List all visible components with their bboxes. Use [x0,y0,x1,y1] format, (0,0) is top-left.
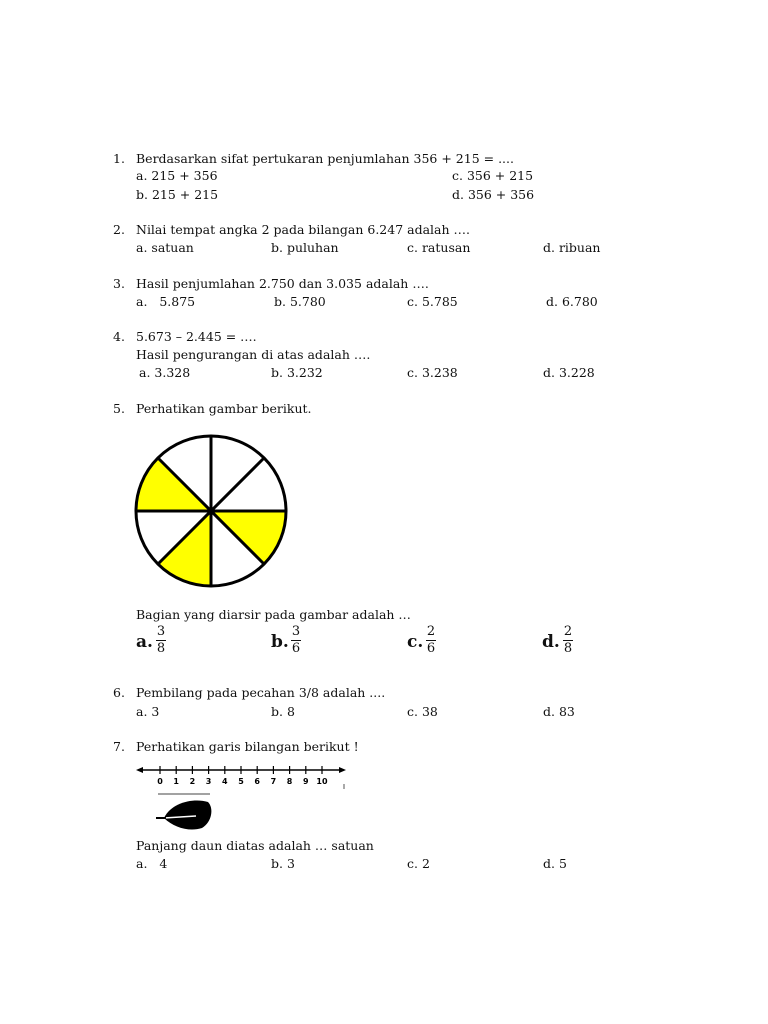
q5-option-b-fraction [291,625,301,656]
number-line-ticks [157,766,328,786]
q5-option-d-label: d. [542,632,560,652]
q5-option-d-numerator: 2 [563,624,573,639]
q3-number: 3. [113,276,125,291]
q5-option-a-label: a. [136,632,153,652]
q4-expression: 5.673 – 2.445 = …. [136,329,257,344]
tick-label-2: 2 [189,777,196,786]
q2-question: Nilai tempat angka 2 pada bilangan 6.247 adalah …. [136,222,470,237]
q6-option-a: a. 3 [136,704,160,719]
q7-prompt: Panjang daun diatas adalah … satuan [136,838,374,853]
q7-option-b: b. 3 [271,856,295,871]
q5-number: 5. [113,401,125,416]
tick-label-3: 3 [205,777,212,786]
q3-option-c: c. 5.785 [407,294,458,309]
q5-option-a-fraction [156,625,166,656]
q4-number: 4. [113,329,125,344]
q3-question: Hasil penjumlahan 2.750 dan 3.035 adalah …. [136,276,429,291]
q5-option-c-label: c. [407,632,424,652]
q2-number: 2. [113,222,125,237]
q1-question: Berdasarkan sifat pertukaran penjumlahan 356 + 215 = .... [136,151,514,166]
q6-number: 6. [113,685,125,700]
q6-option-c: c. 38 [407,704,438,719]
leaf-icon [164,801,211,830]
q5-option-d-fraction [563,625,573,656]
q4-question: Hasil pengurangan di atas adalah …. [136,347,371,362]
q5-question: Perhatikan gambar berikut. [136,401,312,416]
tick-label-4: 4 [222,777,228,786]
q5-option-a-denominator: 8 [156,641,166,656]
q5-option-c-denominator: 6 [426,641,436,656]
tick-label-0: 0 [157,777,163,786]
q2-option-b: b. puluhan [271,240,339,255]
q7-question: Perhatikan garis bilangan berikut ! [136,739,359,754]
tick-label-10: 10 [316,777,328,786]
q7-option-d: d. 5 [543,856,567,871]
q5-option-a-numerator: 3 [156,624,166,639]
q5-option-c-numerator: 2 [426,624,436,639]
tick-label-1: 1 [173,777,179,786]
q3-option-d: d. 6.780 [546,294,598,309]
q4-option-d: d. 3.228 [543,365,595,380]
q3-option-b: b. 5.780 [274,294,326,309]
tick-label-9: 9 [303,777,309,786]
q2-option-a: a. satuan [136,240,194,255]
q5-option-d-denominator: 8 [563,641,573,656]
q1-number: 1. [113,151,125,166]
tick-label-7: 7 [270,777,277,786]
q4-option-b: b. 3.232 [271,365,323,380]
q3-option-a: a. 5.875 [136,294,196,309]
q7-number: 7. [113,739,125,754]
q6-option-d: d. 83 [543,704,575,719]
q1-option-b: b. 215 + 215 [136,187,219,202]
q6-option-b: b. 8 [271,704,295,719]
q1-option-d: d. 356 + 356 [452,187,535,202]
q2-option-d: d. ribuan [543,240,601,255]
q5-option-b-numerator: 3 [291,624,301,639]
number-line-left-arrow [136,767,143,773]
q5-option-b-label: b. [271,632,289,652]
tick-label-5: 5 [238,777,244,786]
tick-label-6: 6 [254,777,260,786]
q4-option-a: a. 3.328 [139,365,191,380]
q5-prompt: Bagian yang diarsir pada gambar adalah … [136,607,411,622]
q2-option-c: c. ratusan [407,240,471,255]
number-line-right-arrow [339,767,346,773]
q7-option-a: a. 4 [136,856,168,871]
tick-label-8: 8 [286,777,293,786]
number-line-figure [136,762,350,836]
q6-question: Pembilang pada pecahan 3/8 adalah .... [136,685,386,700]
q1-option-a: a. 215 + 356 [136,168,218,183]
q1-option-c: c. 356 + 215 [452,168,534,183]
q7-option-c: c. 2 [407,856,430,871]
shaded-circle-figure [133,432,291,590]
q5-option-c-fraction [426,625,436,656]
q5-option-b-denominator: 6 [291,641,301,656]
q4-option-c: c. 3.238 [407,365,458,380]
